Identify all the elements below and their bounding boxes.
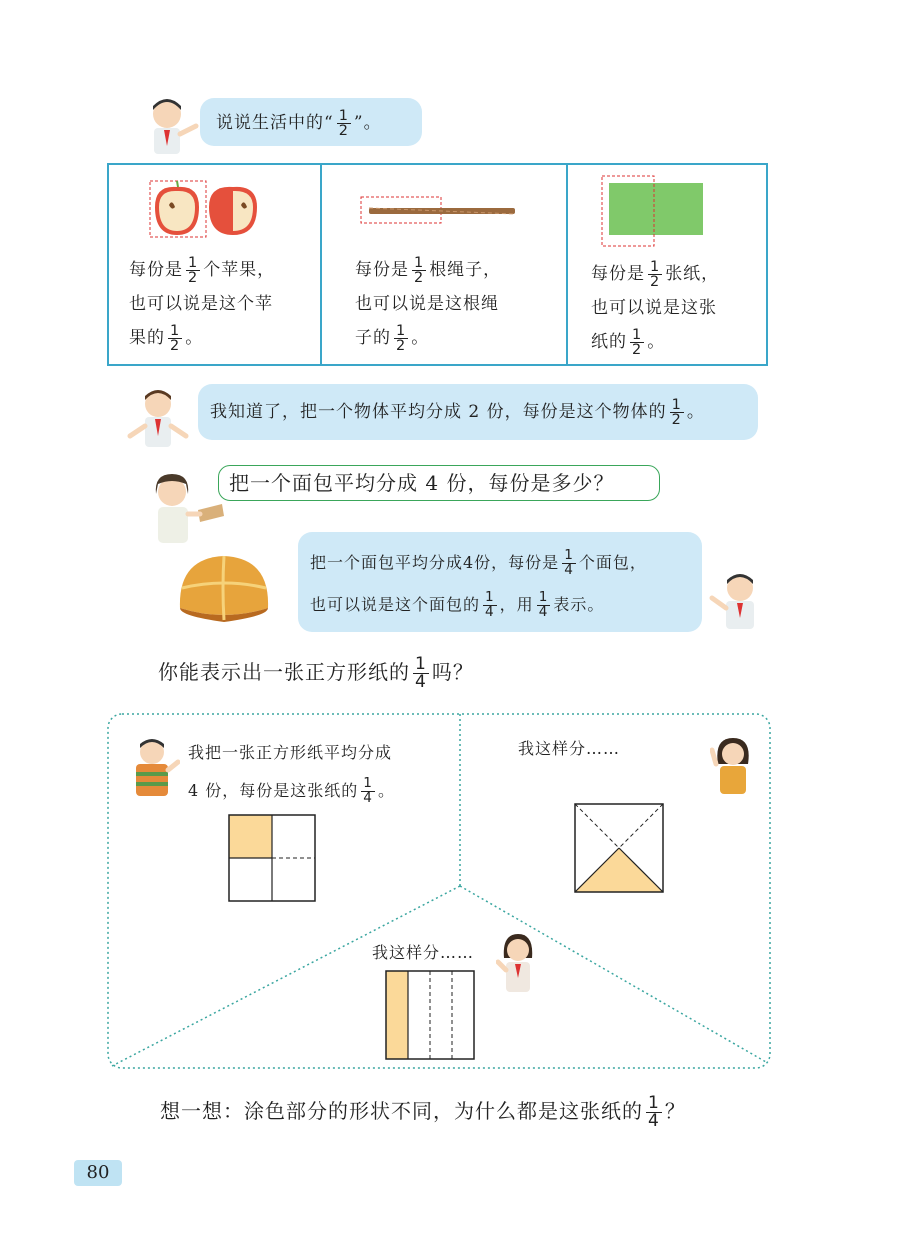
green-paper-image: [599, 173, 711, 253]
teacher-character-icon: [138, 470, 230, 544]
rope-caption-line3: 子的 $\frac{1}{2}$ 。: [355, 322, 430, 354]
summary-bubble: 我知道了，把一个物体平均分成 2 份，每份是这个物体的 $\frac{1}{2}$ 。: [198, 384, 758, 440]
method1-text: [188, 734, 395, 810]
apple-caption-line1: 每份是 $\frac{1}{2}$ 个苹果，: [129, 254, 276, 286]
method3-text: 我这样分……: [372, 943, 475, 962]
rope-caption-line1: 每份是 $\frac{1}{2}$ 根绳子，: [355, 254, 502, 286]
rope-image: [359, 195, 519, 229]
bread-question-bubble: [218, 465, 660, 501]
bread-answer-line2: 也可以说是这个面包的 $\frac{1}{4}$ ，用 $\frac{1}{4}$ 表示。: [310, 589, 605, 620]
paper-caption-line2: 也可以说是这张: [591, 298, 717, 318]
apple-halves-image: [147, 177, 267, 243]
square-question: 你能表示出一张正方形纸的 $\frac{1}{4}$ 吗？: [158, 654, 474, 692]
paper-caption-line1: 每份是 $\frac{1}{2}$ 张纸，: [591, 258, 720, 290]
method1-line2: 4 份，每份是这张纸的 $\frac{1}{4}$ 。: [188, 775, 395, 806]
page-number-badge: [74, 1160, 122, 1186]
method2-square-diagram: [574, 803, 664, 897]
girl-character-icon: [710, 734, 756, 796]
rope-caption-line2: 也可以说是这根绳: [355, 294, 499, 314]
paper-caption-line3: 纸的 $\frac{1}{2}$ 。: [591, 326, 666, 358]
girl-character-icon: [496, 930, 540, 994]
think-question: 想一想：涂色部分的形状不同，为什么都是这张纸的 $\frac{1}{4}$ ？: [160, 1093, 686, 1131]
summary-text: 我知道了，把一个物体平均分成 2 份，每份是这个物体的: [210, 402, 667, 422]
boy-striped-character-icon: [128, 736, 180, 798]
boy-character-icon: [124, 386, 192, 448]
intro-fraction: $\frac{1}{2}$: [338, 107, 349, 139]
method1-square-diagram: [228, 814, 316, 906]
boy-character-icon: [708, 570, 766, 630]
apple-caption-line2: 也可以说是这个苹: [129, 294, 273, 314]
intro-bubble: 说说生活中的“ $\frac{1}{2}$ ”。: [200, 98, 422, 146]
apple-caption-line3: 果的 $\frac{1}{2}$ 。: [129, 322, 204, 354]
intro-text: 说说生活中的“: [216, 113, 334, 133]
examples-table: [107, 163, 768, 366]
bread-answer-line1: 把一个面包平均分成4份，每份是 $\frac{1}{4}$ 个面包，: [310, 547, 647, 578]
bread-answer-bubble: [298, 532, 702, 632]
method2-text: 我这样分……: [518, 739, 621, 758]
method1-line1: 我把一张正方形纸平均分成: [188, 743, 393, 762]
bread-image: [174, 548, 274, 628]
method3-square-diagram: [385, 970, 475, 1064]
page-number: 80: [86, 1162, 110, 1183]
boy-character-icon: [134, 94, 200, 156]
bread-question-text: 把一个面包平均分成 4 份，每份是多少？: [229, 471, 615, 495]
